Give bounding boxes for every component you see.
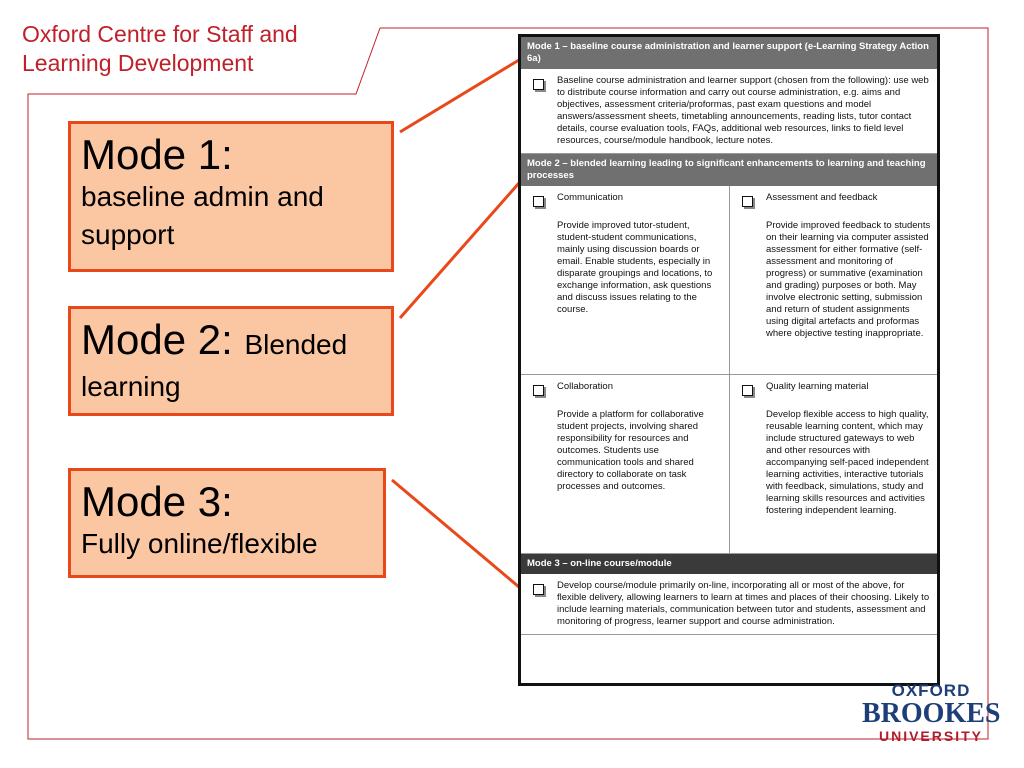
mode2-subtitle: learning [81,371,181,402]
org-title-line1: Oxford Centre for Staff and [22,21,298,47]
checkbox-icon [742,196,753,207]
doc-mode3-row [521,574,937,635]
mode3-box [68,468,386,578]
doc-assessment-cell [729,186,937,374]
doc-communication-text: Provide improved tutor-student, student-student communications, mainly using discussion boards or email. Enable students, especially in disparate groupings and locations, to exchange information, ask questions and discuss issues relating to the course. [557,220,713,315]
doc-mode1-row [521,69,937,154]
doc-assessment-title: Assessment and feedback [766,192,878,203]
oxford-brookes-logo [862,682,1000,744]
doc-communication-cell [521,186,729,374]
mode2-subtitle-inline: Blended [244,329,348,360]
doc-mode3-header: Mode 3 – on-line course/module [521,554,937,574]
logo-line3: UNIVERSITY [878,728,983,744]
logo-line2: BROOKES [862,698,1001,729]
organisation-title [22,20,298,78]
doc-mode1-cell [521,69,937,153]
doc-mode2-row2 [521,375,937,554]
mode2-title-line [81,317,381,368]
checkbox-icon [533,385,544,396]
doc-mode2-header: Mode 2 – blended learning leading to significant enhancements to learning and teaching processes [521,154,937,186]
checkbox-icon [533,79,544,90]
doc-collaboration-text: Provide a platform for collaborative student projects, involving shared responsibility for resources and outcomes. Students use communication tools and shared directory to collaborate on task processes and outcomes. [557,409,704,492]
org-title-line2: Learning Development [22,50,254,76]
doc-collaboration-cell [521,375,729,553]
doc-quality-text: Develop flexible access to high quality, reusable learning content, which may include structured gateways to web and other resources with accompanying self-paced independent learning activities, interactive tutorials with feedback, simulations, study and learning skills resources and activities fostering independent learning. [766,409,929,516]
mode2-box [68,306,394,416]
checkbox-icon [742,385,753,396]
doc-quality-title: Quality learning material [766,381,869,392]
connector-mode1 [400,60,519,132]
doc-mode3-cell [521,574,937,634]
mode3-subtitle: Fully online/flexible [81,528,318,559]
strategy-document [518,34,940,686]
doc-mode2-row1 [521,186,937,375]
doc-assessment-text: Provide improved feedback to students on their learning via computer assisted assessment for either formative (self-assessment and monitoring of progress) or summative (examination and grading) purposes or both. May involve electronic setting, submission and return of student assignments using digital artefacts and proformas where objective testing inappropriate. [766,220,931,339]
doc-mode3-text: Develop course/module primarily on-line, incorporating all or most of the above, for flexible delivery, allowing learners to learn at times and places of their choosing. Likely to include learning materials, communication between tutor and students, assessment and monitoring of progress, learner support and course administration. [557,580,930,627]
logo-line1: OXFORD [891,681,971,700]
checkbox-icon [533,584,544,595]
connector-mode2 [400,183,519,318]
mode2-title: Mode 2: [81,316,233,363]
doc-mode1-text: Baseline course administration and learner support (chosen from the following): use web to distribute course information and carry out course administration, e.g. aims and objectives, assessment criteria/proformas, past exam questions and model answers/assessment sheets, timetabling announcements, reading lists, tutor contact details, course evaluation tools, FAQs, additional web resources, links to field level resources, course/module handbook, lecture notes. [557,75,929,146]
doc-communication-title: Communication [557,192,623,203]
doc-collaboration-title: Collaboration [557,381,613,392]
mode1-subtitle: baseline admin and support [81,181,324,250]
mode3-title: Mode 3: [81,478,233,525]
mode1-box [68,121,394,272]
doc-quality-cell [729,375,937,553]
doc-mode1-header: Mode 1 – baseline course administration and learner support (e-Learning Strategy Action 6a) [521,37,937,69]
connector-mode3 [392,480,519,587]
checkbox-icon [533,196,544,207]
mode1-title: Mode 1: [81,131,233,178]
